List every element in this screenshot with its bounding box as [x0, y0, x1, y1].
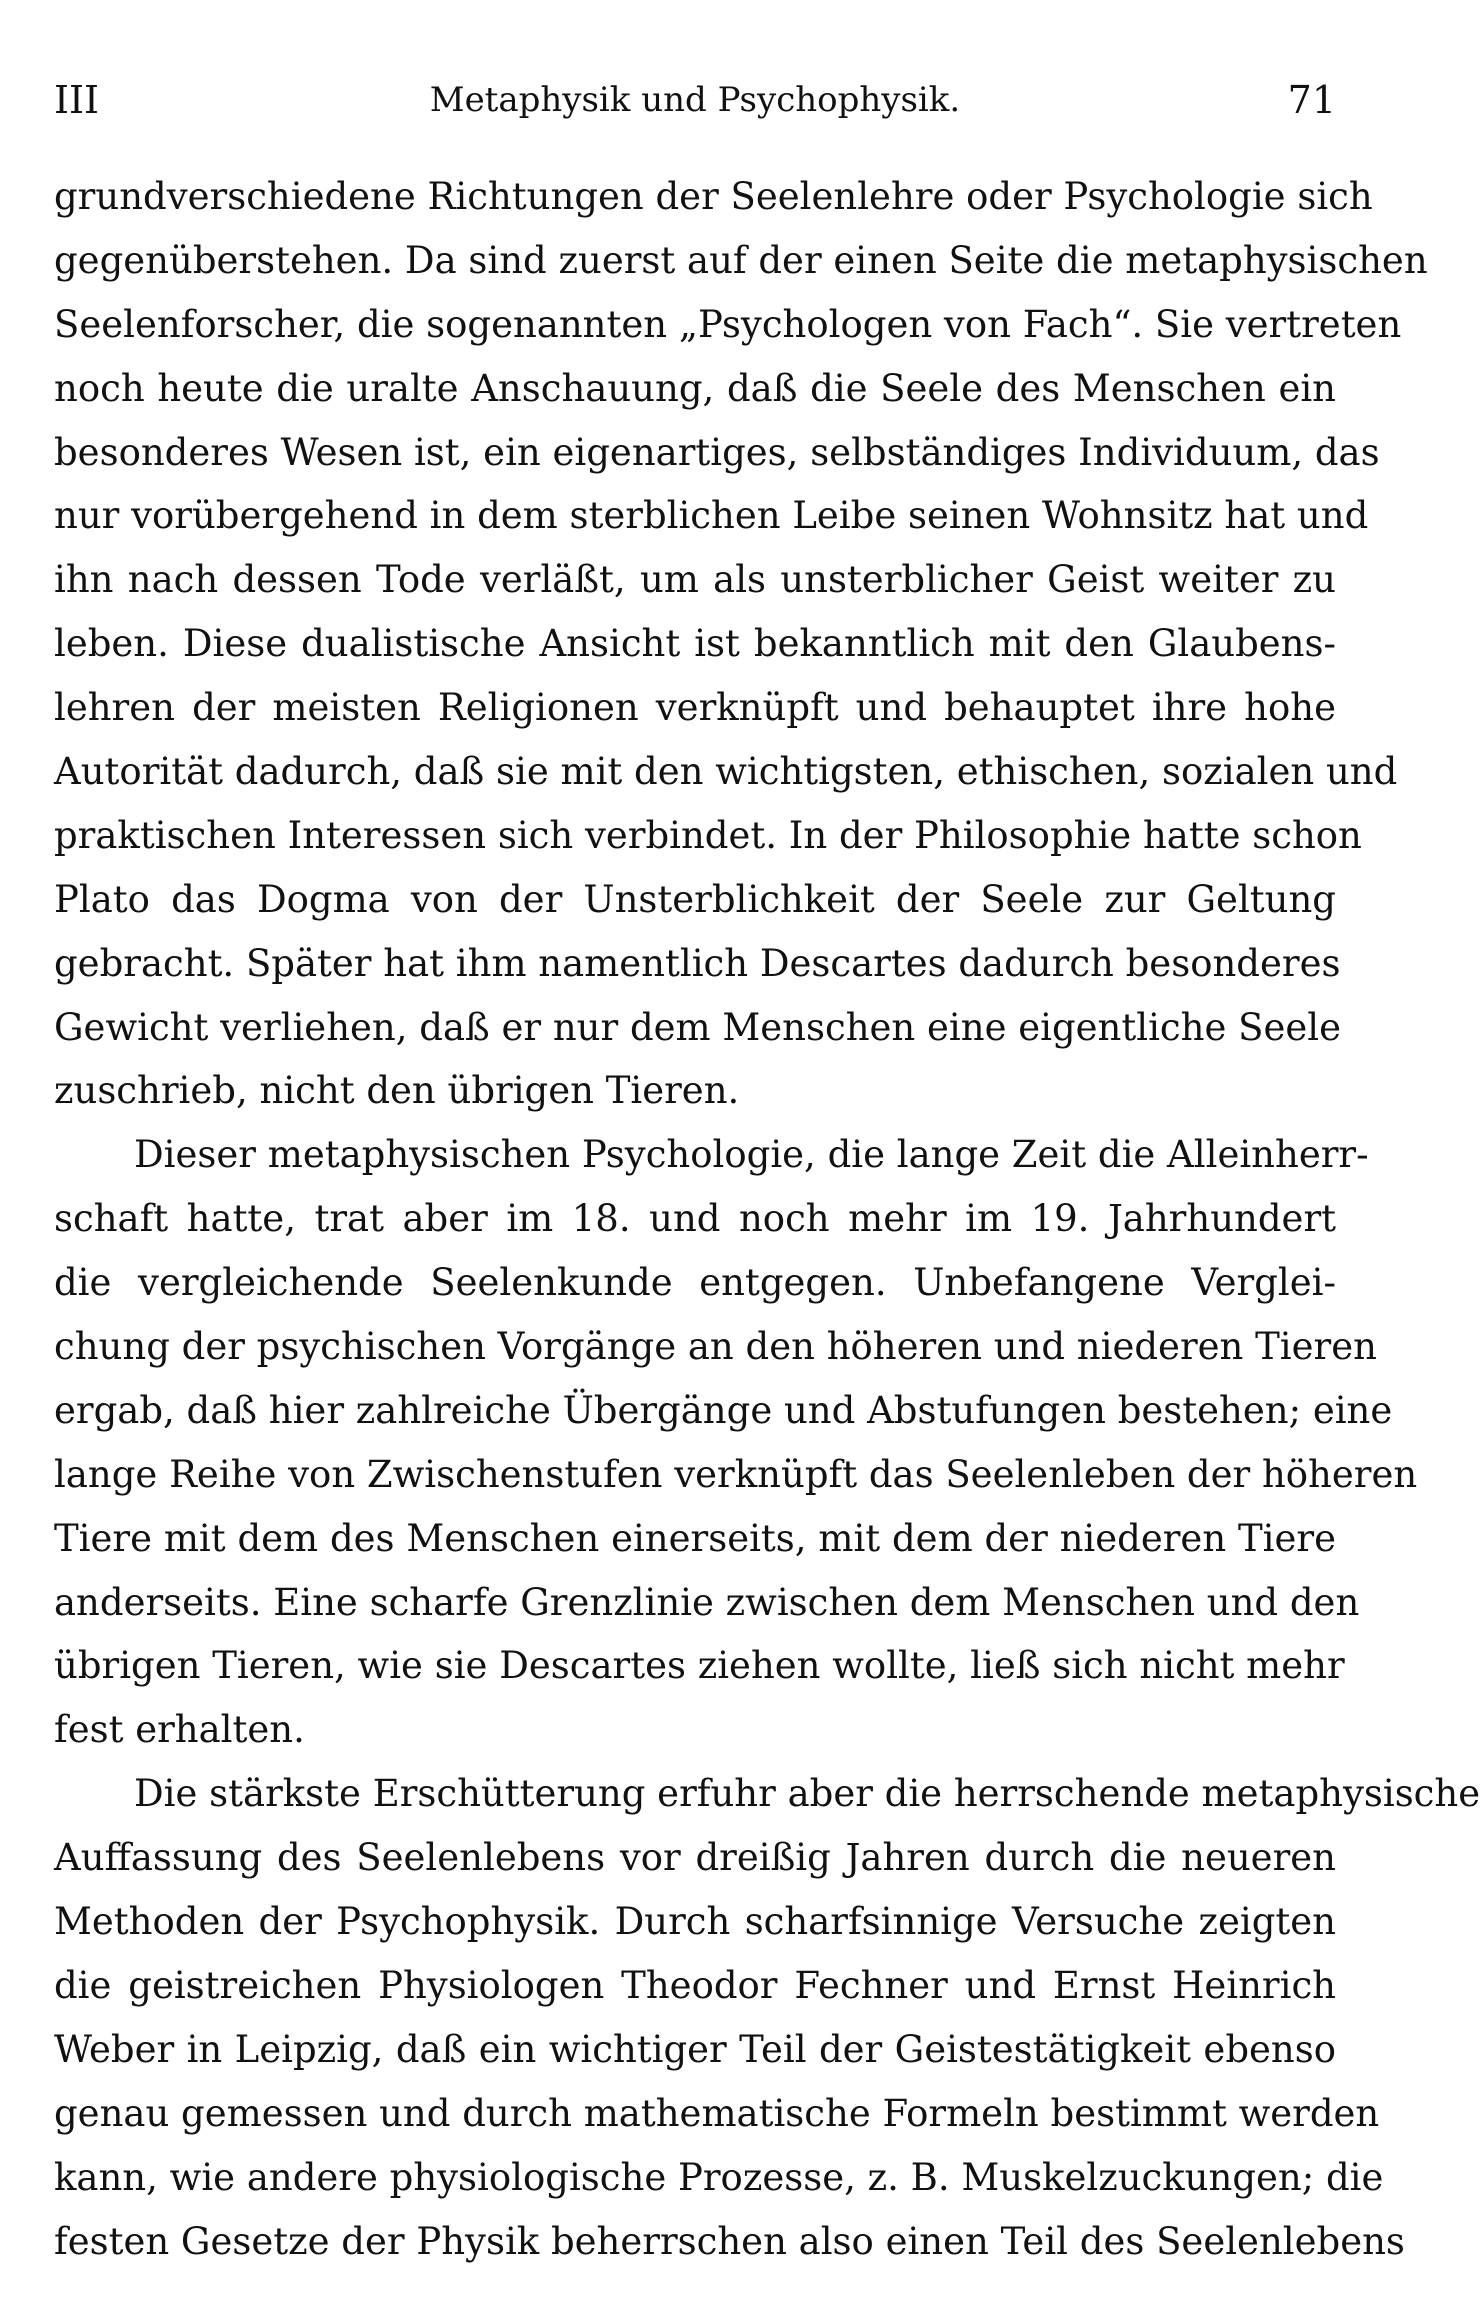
text-line: praktischen Interessen sich verbindet. In der Philosophie hatte schon [54, 813, 1362, 857]
text-line: gebracht. Später hat ihm namentlich Descartes dadurch besonderes [54, 941, 1341, 985]
text-line: Gewicht verliehen, daß er nur dem Menschen eine eigentliche Seele [54, 1005, 1341, 1049]
text-line: übrigen Tieren, wie sie Descartes ziehen wollte, ließ sich nicht mehr [54, 1644, 1345, 1688]
text-line: grundverschiedene Richtungen der Seelenlehre oder Psychologie sich [54, 175, 1373, 218]
paragraph-start-line: Die stärkste Erschütterung erfuhr aber die herrschende metaphysische [134, 1772, 1480, 1816]
text-line: besonderes Wesen ist, ein eigenartiges, selbständiges Individuum, das [54, 430, 1380, 474]
book-page [54, 0, 1480, 2320]
text-line: festen Gesetze der Physik beherrschen also einen Teil des Seelenlebens [54, 2219, 1405, 2263]
text-line: Plato das Dogma von der Unsterblichkeit der Seele zur Geltung [54, 877, 1336, 921]
text-line: ihn nach dessen Tode verläßt, um als unsterblicher Geist weiter zu [54, 558, 1336, 602]
text-line: kann, wie andere physiologische Prozesse, z. B. Muskelzuckungen; die [54, 2155, 1384, 2199]
body-text [54, 165, 1480, 2273]
text-line: die vergleichende Seelenkunde entgegen. Unbefangene Verglei- [54, 1261, 1336, 1305]
text-line: genau gemessen und durch mathematische Formeln bestimmt werden [54, 2091, 1380, 2135]
text-line: Tiere mit dem des Menschen einerseits, mit dem der niederen Tiere [54, 1516, 1336, 1560]
text-line: Seelenforscher, die sogenannten „Psychologen von Fach“. Sie vertreten [54, 302, 1402, 346]
text-line: noch heute die uralte Anschauung, daß die Seele des Menschen ein [54, 366, 1336, 410]
text-line: nur vorübergehend in dem sterblichen Leibe seinen Wohnsitz hat und [54, 494, 1369, 538]
text-line: gegenüberstehen. Da sind zuerst auf der einen Seite die metaphysischen [54, 238, 1428, 282]
text-line: die geistreichen Physiologen Theodor Fechner und Ernst Heinrich [54, 1963, 1336, 2007]
running-title: Metaphysik und Psychophysik. [429, 80, 961, 120]
text-line: chung der psychischen Vorgänge an den höheren und niederen Tieren [54, 1325, 1377, 1369]
text-line: schaft hatte, trat aber im 18. und noch mehr im 19. Jahrhundert [54, 1197, 1336, 1241]
text-line: ergab, daß hier zahlreiche Übergänge und Abstufungen bestehen; eine [54, 1388, 1393, 1432]
page-number: 71 [1287, 78, 1336, 122]
paragraph-end-line: fest erhalten. [54, 1708, 305, 1752]
text-line: Auffassung des Seelenlebens vor dreißig Jahren durch die neueren [54, 1836, 1336, 1880]
text-line: lehren der meisten Religionen verknüpft und behauptet ihre hohe [54, 686, 1336, 730]
text-line: lange Reihe von Zwischenstufen verknüpft das Seelenleben der höheren [54, 1452, 1418, 1496]
running-head [54, 70, 1336, 130]
text-line: leben. Diese dualistische Ansicht ist bekanntlich mit den Glaubens- [54, 622, 1336, 666]
text-line: Methoden der Psychophysik. Durch scharfsinnige Versuche zeigten [54, 1900, 1336, 1944]
paragraph-end-line: zuschrieb, nicht den übrigen Tieren. [54, 1069, 740, 1113]
text-line: anderseits. Eine scharfe Grenzlinie zwischen dem Menschen und den [54, 1580, 1360, 1624]
chapter-number: III [54, 78, 100, 122]
paragraph-start-line: Dieser metaphysischen Psychologie, die lange Zeit die Alleinherr- [134, 1133, 1369, 1177]
text-line: Weber in Leipzig, daß ein wichtiger Teil der Geistestätigkeit ebenso [54, 2027, 1336, 2071]
text-line: Autorität dadurch, daß sie mit den wichtigsten, ethischen, sozialen und [54, 750, 1398, 794]
